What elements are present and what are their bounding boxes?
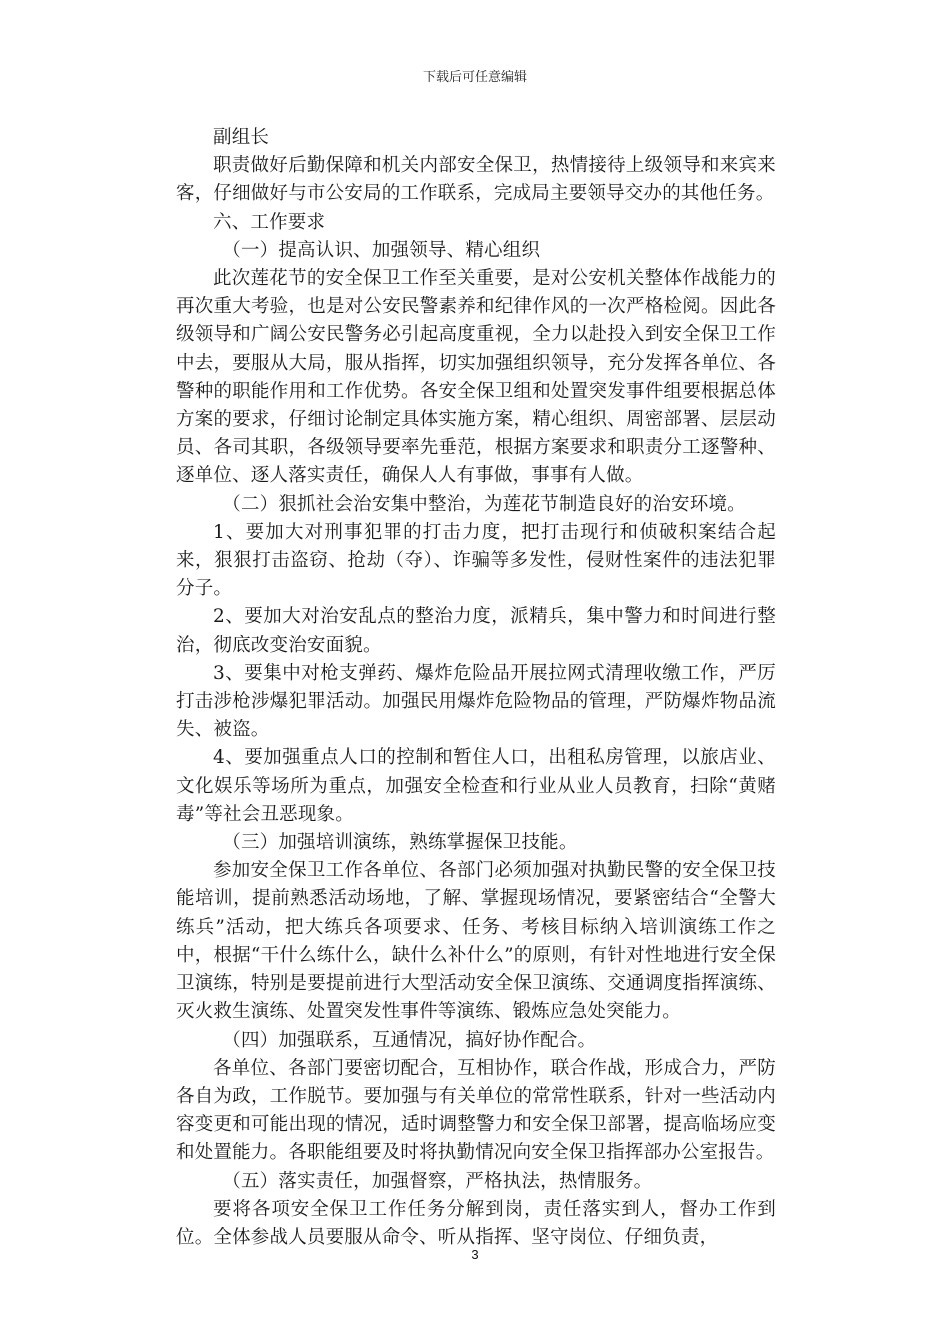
- subsection-heading: （四）加强联系，互通情况，搞好协作配合。: [222, 1029, 597, 1051]
- paragraph: 此次莲花节的安全保卫工作至关重要，是对公安机关整体作战能力的再次重大考验，也是对公安民警素养和纪律作风的一次严格检阅。因此各级领导和广阔公安民警务必引起高度重视，全力以赴投入到安全保卫工作中去，要服从大局，服从指挥，切实加强组织领导，充分发挥各单位、各警种的职能作用和工作优势。各安全保卫组和处置突发事件组要根据总体方案的要求，仔细讨论制定具体实施方案，精心组织、周密部署、层层动员、各司其职，各级领导要率先垂范，根据方案要求和职责分工逐警种、逐单位、逐人落实责任，确保人人有事做，事事有人做。: [176, 268, 776, 487]
- paragraph: 要将各项安全保卫工作任务分解到岗，责任落实到人，督办工作到位。全体参战人员要服从命令、听从指挥、坚守岗位、仔细负责，: [176, 1198, 776, 1248]
- subsection-heading: （二）狠抓社会治安集中整治，为莲花节制造良好的治安环境。: [222, 493, 746, 515]
- page-header: 下载后可任意编辑: [422, 70, 527, 85]
- section-heading: 六、工作要求: [213, 211, 326, 233]
- paragraph: 2、要加大对治安乱点的整治力度，派精兵，集中警力和时间进行整治，彻底改变治安面貌。: [176, 606, 776, 656]
- paragraph: 1、要加大对刑事犯罪的打击力度，把打击现行和侦破积案结合起来，狠狠打击盗窃、抢劫（夺）、诈骗等多发性，侵财性案件的违法犯罪分子。: [176, 521, 776, 600]
- paragraph: 副组长: [213, 127, 270, 148]
- paragraph: 参加安全保卫工作各单位、各部门必须加强对执勤民警的安全保卫技能培训，提前熟悉活动场地，了解、掌握现场情况，要紧密结合“全警大练兵”活动，把大练兵各项要求、任务、考核目标纳入培训演练工作之中，根据“干什么练什么，缺什么补什么”的原则，有针对性地进行安全保卫演练，特别是要提前进行大型活动安全保卫演练、交通调度指挥演练、灭火救生演练、处置突发性事件等演练、锻炼应急处突能力。: [176, 860, 776, 1023]
- paragraph: 各单位、各部门要密切配合，互相协作，联合作战，形成合力，严防各自为政，工作脱节。要加强与有关单位的常常性联系，针对一些活动内容变更和可能出现的情况，适时调整警力和安全保卫部署，提高临场应变和处置能力。各职能组要及时将执勤情况向安全保卫指挥部办公室报告。: [176, 1057, 776, 1164]
- paragraph: 3、要集中对枪支弹药、爆炸危险品开展拉网式清理收缴工作，严厉打击涉枪涉爆犯罪活动。加强民用爆炸危险物品的管理，严防爆炸物品流失、被盗。: [176, 662, 776, 741]
- subsection-heading: （一）提高认识、加强领导、精心组织: [222, 239, 541, 261]
- subsection-heading: （五）落实责任，加强督察，严格执法，热情服务。: [222, 1170, 653, 1192]
- document-body: [176, 124, 776, 1252]
- page-number: 3: [471, 1247, 479, 1262]
- paragraph: 4、要加强重点人口的控制和暂住人口，出租私房管理，以旅店业、文化娱乐等场所为重点，加强安全检查和行业从业人员教育，扫除“黄赌毒”等社会丑恶现象。: [176, 747, 776, 825]
- subsection-heading: （三）加强培训演练，熟练掌握保卫技能。: [222, 832, 578, 854]
- paragraph: 职责做好后勤保障和机关内部安全保卫，热情接待上级领导和来宾来客，仔细做好与市公安局的工作联系，完成局主要领导交办的其他任务。: [176, 155, 776, 205]
